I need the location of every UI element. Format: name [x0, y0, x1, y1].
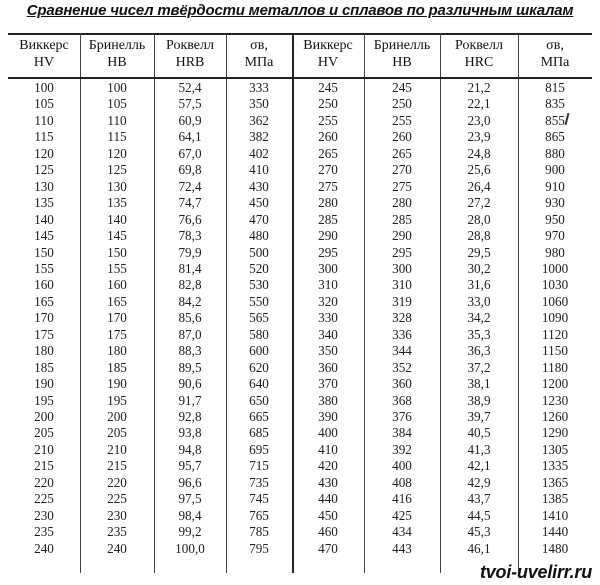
table-cell: 130	[34, 178, 54, 194]
table-cell: 320	[318, 293, 338, 309]
table-cell: 530	[249, 277, 269, 293]
table-cell: 175	[107, 326, 127, 342]
table-cell: 255	[392, 112, 412, 128]
column-divider	[364, 33, 365, 573]
column-divider	[154, 33, 155, 573]
table-cell: 275	[392, 178, 412, 194]
table-cell: 745	[249, 491, 269, 507]
table-cell: 230	[34, 507, 54, 523]
column-header	[518, 37, 592, 73]
table-cell: 880	[545, 145, 565, 161]
table-cell: 340	[318, 326, 338, 342]
table-row	[8, 294, 592, 310]
table-row	[8, 212, 592, 228]
column-header-line1: Роквелл	[455, 38, 503, 53]
table-cell: 260	[318, 129, 338, 145]
table-cell: 565	[249, 310, 269, 326]
table-cell: 94,8	[178, 441, 202, 457]
table-cell: 245	[318, 80, 338, 95]
table-cell: 950	[545, 211, 565, 227]
table-cell: 420	[318, 458, 338, 474]
table-cell: 145	[34, 228, 54, 244]
table-cell: 1090	[541, 310, 569, 326]
table-cell: 785	[249, 524, 269, 540]
column-header-line2: HV	[33, 55, 55, 70]
column-header-line2: МПа	[540, 55, 570, 70]
table-cell: 250	[392, 96, 412, 112]
table-cell: 85,6	[178, 310, 202, 326]
table-row	[8, 245, 592, 261]
table-cell: 333	[249, 80, 269, 95]
table-row	[8, 475, 592, 491]
table-cell: 175	[34, 326, 54, 342]
table-cell: 470	[318, 540, 338, 556]
table-cell: 110	[107, 112, 127, 128]
table-cell: 1030	[541, 277, 569, 293]
table-cell: 115	[34, 129, 54, 145]
column-header-line1: σв,	[546, 38, 564, 53]
column-header	[226, 37, 292, 73]
table-cell: 160	[34, 277, 54, 293]
table-cell: 500	[249, 244, 269, 260]
table-cell: 1290	[541, 425, 569, 441]
table-cell: 344	[392, 343, 412, 359]
table-row	[8, 541, 592, 557]
table-cell: 28,8	[467, 228, 491, 244]
table-cell: 180	[34, 343, 54, 359]
hardness-table	[8, 33, 592, 573]
table-cell: 930	[545, 195, 565, 211]
table-cell: 970	[545, 228, 565, 244]
table-cell: 520	[249, 260, 269, 276]
table-cell: 100,0	[175, 540, 205, 556]
table-cell: 27,2	[467, 195, 491, 211]
table-cell: 376	[392, 409, 412, 424]
table-cell: 443	[392, 540, 412, 556]
table-cell: 230	[107, 507, 127, 523]
table-cell: 41,3	[467, 441, 491, 457]
table-header-row	[8, 33, 592, 77]
table-cell: 45,3	[467, 524, 491, 540]
table-cell: 855	[545, 112, 565, 128]
table-cell: 76,6	[178, 211, 202, 227]
table-cell: 89,5	[178, 359, 202, 375]
table-cell: 380	[318, 392, 338, 408]
table-cell: 600	[249, 343, 269, 359]
table-row	[8, 360, 592, 376]
table-row	[8, 277, 592, 293]
table-cell: 40,5	[467, 425, 491, 441]
table-cell: 34,2	[467, 310, 491, 326]
table-cell: 765	[249, 507, 269, 523]
table-cell: 1365	[541, 474, 569, 490]
column-divider	[226, 33, 227, 573]
page-title: Сравнение чисел твёрдости металлов и сплавов по различным шкалам	[26, 2, 574, 19]
table-cell: 470	[249, 211, 269, 227]
table-cell: 98,4	[178, 507, 202, 523]
table-cell: 319	[392, 293, 412, 309]
column-header-line1: σв,	[250, 38, 268, 53]
table-cell: 580	[249, 326, 269, 342]
table-cell: 165	[107, 293, 127, 309]
table-cell: 295	[318, 244, 338, 260]
table-cell: 382	[249, 129, 269, 145]
table-cell: 360	[318, 359, 338, 375]
column-header-line1: Виккерс	[303, 38, 353, 53]
table-cell: 980	[545, 244, 565, 260]
table-cell: 195	[34, 392, 54, 408]
table-cell: 390	[318, 409, 338, 424]
table-row	[8, 228, 592, 244]
table-cell: 105	[107, 96, 127, 112]
table-cell: 665	[249, 409, 269, 424]
table-cell: 225	[107, 491, 127, 507]
table-cell: 78,3	[178, 228, 202, 244]
table-cell: 265	[318, 145, 338, 161]
table-cell: 1000	[541, 260, 569, 276]
column-header-line1: Роквелл	[166, 38, 214, 53]
table-cell: 84,2	[178, 293, 202, 309]
table-cell: 200	[107, 409, 127, 424]
column-header-line2: HRB	[175, 55, 205, 70]
table-cell: 1410	[541, 507, 569, 523]
table-cell: 900	[545, 162, 565, 178]
table-cell: 330	[318, 310, 338, 326]
column-header-line1: Виккерс	[19, 38, 69, 53]
column-header-line2: МПа	[244, 55, 274, 70]
table-cell: 87,0	[178, 326, 202, 342]
table-cell: 280	[318, 195, 338, 211]
table-cell: 57,5	[178, 96, 202, 112]
table-cell: 685	[249, 425, 269, 441]
table-cell: 160	[107, 277, 127, 293]
table-cell: 105	[34, 96, 54, 112]
table-row	[8, 162, 592, 178]
table-cell: 74,7	[178, 195, 202, 211]
table-cell: 97,5	[178, 491, 202, 507]
table-cell: 384	[392, 425, 412, 441]
table-cell: 82,8	[178, 277, 202, 293]
column-header-line1: Бринелль	[373, 38, 431, 53]
table-cell: 88,3	[178, 343, 202, 359]
table-cell: 96,6	[178, 474, 202, 490]
table-cell: 100	[34, 80, 54, 95]
table-cell: 42,9	[467, 474, 491, 490]
table-cell: 550	[249, 293, 269, 309]
table-cell: 245	[392, 80, 412, 95]
table-cell: 1200	[541, 376, 569, 392]
column-divider	[80, 33, 81, 573]
table-cell: 235	[107, 524, 127, 540]
column-header-line1: Бринелль	[88, 38, 146, 53]
table-cell: 130	[107, 178, 127, 194]
table-cell: 140	[34, 211, 54, 227]
table-row	[8, 261, 592, 277]
table-cell: 695	[249, 441, 269, 457]
table-cell: 205	[107, 425, 127, 441]
column-header	[154, 37, 226, 73]
column-header	[440, 37, 518, 73]
table-cell: 190	[34, 376, 54, 392]
table-cell: 185	[34, 359, 54, 375]
table-cell: 150	[107, 244, 127, 260]
table-cell: 260	[392, 129, 412, 145]
table-cell: 336	[392, 326, 412, 342]
table-cell: 145	[107, 228, 127, 244]
table-cell: 69,8	[178, 162, 202, 178]
table-cell: 180	[107, 343, 127, 359]
table-cell: 93,8	[178, 425, 202, 441]
table-cell: 285	[392, 211, 412, 227]
table-row	[8, 409, 592, 425]
table-cell: 460	[318, 524, 338, 540]
table-cell: 640	[249, 376, 269, 392]
table-cell: 165	[34, 293, 54, 309]
table-cell: 215	[107, 458, 127, 474]
table-cell: 250	[318, 96, 338, 112]
table-cell: 79,9	[178, 244, 202, 260]
table-cell: 434	[392, 524, 412, 540]
table-cell: 270	[318, 162, 338, 178]
table-cell: 300	[318, 260, 338, 276]
table-row	[8, 179, 592, 195]
table-cell: 23,0	[467, 112, 491, 128]
table-cell: 865	[545, 129, 565, 145]
table-cell: 195	[107, 392, 127, 408]
table-cell: 430	[249, 178, 269, 194]
table-cell: 125	[107, 162, 127, 178]
table-cell: 255	[318, 112, 338, 128]
table-cell: 43,7	[467, 491, 491, 507]
table-row	[8, 442, 592, 458]
table-cell: 1260	[541, 409, 569, 424]
table-cell: 24,8	[467, 145, 491, 161]
table-cell: 125	[34, 162, 54, 178]
table-cell: 135	[107, 195, 127, 211]
table-cell: 410	[318, 441, 338, 457]
table-cell: 735	[249, 474, 269, 490]
table-cell: 368	[392, 392, 412, 408]
table-cell: 44,5	[467, 507, 491, 523]
table-cell: 91,7	[178, 392, 202, 408]
table-cell: 910	[545, 178, 565, 194]
table-cell: 110	[34, 112, 54, 128]
table-cell: 38,9	[467, 392, 491, 408]
column-header-line2: HRC	[464, 55, 494, 70]
table-cell: 90,6	[178, 376, 202, 392]
column-header	[80, 37, 154, 73]
table-cell: 210	[107, 441, 127, 457]
table-cell: 205	[34, 425, 54, 441]
table-cell: 310	[318, 277, 338, 293]
table-cell: 150	[34, 244, 54, 260]
table-row	[8, 146, 592, 162]
table-row	[8, 80, 592, 96]
column-header	[292, 37, 364, 73]
column-divider	[440, 33, 441, 573]
table-cell: 362	[249, 112, 269, 128]
table-cell: 60,9	[178, 112, 202, 128]
table-cell: 170	[34, 310, 54, 326]
table-cell: 430	[318, 474, 338, 490]
table-cell: 115	[107, 129, 127, 145]
table-cell: 25,6	[467, 162, 491, 178]
table-cell: 120	[107, 145, 127, 161]
table-cell: 240	[34, 540, 54, 556]
column-divider	[292, 33, 294, 573]
table-cell: 38,1	[467, 376, 491, 392]
table-cell: 295	[392, 244, 412, 260]
table-row	[8, 96, 592, 112]
table-cell: 225	[34, 491, 54, 507]
table-row	[8, 458, 592, 474]
table-cell: 64,1	[178, 129, 202, 145]
table-cell: 220	[34, 474, 54, 490]
column-header	[364, 37, 440, 73]
table-cell: 200	[34, 409, 54, 424]
table-row	[8, 508, 592, 524]
table-cell: 1335	[541, 458, 569, 474]
table-cell: 240	[107, 540, 127, 556]
table-cell: 215	[34, 458, 54, 474]
column-header-line2: HV	[317, 55, 339, 70]
table-cell: 270	[392, 162, 412, 178]
table-cell: 328	[392, 310, 412, 326]
table-cell: 285	[318, 211, 338, 227]
table-cell: 92,8	[178, 409, 202, 424]
table-cell: 835	[545, 96, 565, 112]
table-cell: 35,3	[467, 326, 491, 342]
table-cell: 67,0	[178, 145, 202, 161]
table-cell: 290	[318, 228, 338, 244]
table-row	[8, 129, 592, 145]
table-cell: 29,5	[467, 244, 491, 260]
table-cell: 33,0	[467, 293, 491, 309]
table-cell: 715	[249, 458, 269, 474]
table-cell: 370	[318, 376, 338, 392]
watermark: tvoi-uvelirr.ru	[479, 562, 592, 582]
table-row	[8, 343, 592, 359]
table-cell: 120	[34, 145, 54, 161]
table-cell: 280	[392, 195, 412, 211]
table-cell: 450	[318, 507, 338, 523]
table-cell: 30,2	[467, 260, 491, 276]
table-cell: 650	[249, 392, 269, 408]
table-cell: 190	[107, 376, 127, 392]
table-row	[8, 524, 592, 540]
table-cell: 440	[318, 491, 338, 507]
table-cell: 22,1	[467, 96, 491, 112]
table-cell: 95,7	[178, 458, 202, 474]
table-cell: 408	[392, 474, 412, 490]
table-cell: 480	[249, 228, 269, 244]
table-cell: 795	[249, 540, 269, 556]
table-cell: 1440	[541, 524, 569, 540]
column-divider	[518, 33, 519, 573]
table-cell: 46,1	[467, 540, 491, 556]
table-cell: 620	[249, 359, 269, 375]
table-cell: 350	[249, 96, 269, 112]
table-cell: 402	[249, 145, 269, 161]
table-cell: 21,2	[467, 80, 491, 95]
table-cell: 23,9	[467, 129, 491, 145]
table-cell: 1060	[541, 293, 569, 309]
table-row	[8, 310, 592, 326]
table-cell: 36,3	[467, 343, 491, 359]
table-cell: 450	[249, 195, 269, 211]
table-row	[8, 393, 592, 409]
table-cell: 1385	[541, 491, 569, 507]
table-cell: 290	[392, 228, 412, 244]
table-cell: 400	[318, 425, 338, 441]
table-cell: 31,6	[467, 277, 491, 293]
column-header-line2: HB	[392, 55, 412, 70]
table-cell: 220	[107, 474, 127, 490]
table-cell: 72,4	[178, 178, 202, 194]
table-row	[8, 113, 592, 129]
table-body	[8, 79, 592, 573]
column-header-line2: HB	[107, 55, 127, 70]
table-row	[8, 327, 592, 343]
table-cell: 1230	[541, 392, 569, 408]
table-cell: 275	[318, 178, 338, 194]
table-cell: 310	[392, 277, 412, 293]
table-cell: 1150	[542, 343, 568, 359]
table-cell: 300	[392, 260, 412, 276]
table-cell: 1480	[541, 540, 569, 556]
table-cell: 39,7	[467, 409, 491, 424]
table-cell: 37,2	[467, 359, 491, 375]
table-cell: 52,4	[178, 80, 202, 95]
table-row	[8, 491, 592, 507]
table-cell: 400	[392, 458, 412, 474]
table-cell: 815	[545, 80, 565, 95]
table-cell: 155	[107, 260, 127, 276]
table-cell: 265	[392, 145, 412, 161]
table-cell: 1305	[541, 441, 569, 457]
table-cell: 28,0	[467, 211, 491, 227]
table-cell: 140	[107, 211, 127, 227]
table-cell: 410	[249, 162, 269, 178]
table-row	[8, 195, 592, 211]
table-cell: 1120	[542, 326, 568, 342]
table-cell: 425	[392, 507, 412, 523]
table-cell: 392	[392, 441, 412, 457]
table-cell: 26,4	[467, 178, 491, 194]
table-cell: 416	[392, 491, 412, 507]
table-row	[8, 425, 592, 441]
table-cell: 170	[107, 310, 127, 326]
table-cell: 360	[392, 376, 412, 392]
table-cell: 81,4	[178, 260, 202, 276]
table-cell: 350	[318, 343, 338, 359]
table-cell: 352	[392, 359, 412, 375]
table-cell: 99,2	[178, 524, 202, 540]
table-cell: 42,1	[467, 458, 491, 474]
table-cell: 235	[34, 524, 54, 540]
table-cell: 100	[107, 80, 127, 95]
column-header	[8, 37, 80, 73]
table-cell: 210	[34, 441, 54, 457]
table-cell: 155	[34, 260, 54, 276]
table-cell: 135	[34, 195, 54, 211]
table-cell: 1180	[542, 359, 568, 375]
table-row	[8, 376, 592, 392]
table-cell: 185	[107, 359, 127, 375]
